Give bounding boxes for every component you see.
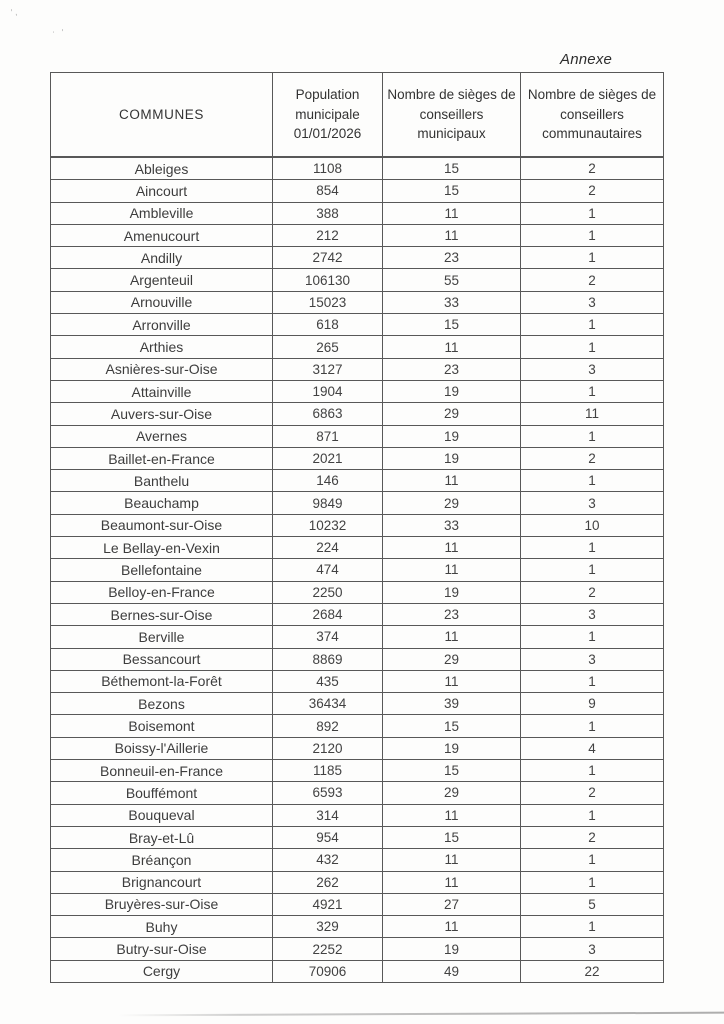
commune-name: Avernes [51,425,273,447]
commune-name: Attainville [51,380,273,402]
commune-name: Baillet-en-France [51,447,273,469]
municipal-seats-value: 11 [383,470,521,492]
population-value: 2742 [273,247,383,269]
table-row [51,603,664,625]
commune-name: Cergy [51,960,273,982]
table-row [51,871,664,893]
population-value: 15023 [273,291,383,313]
community-seats-value: 1 [521,715,664,737]
table-row [51,693,664,715]
annexe-label: Annexe [560,51,613,68]
table-row [51,157,664,180]
municipal-seats-value: 11 [383,670,521,692]
table-row [51,581,664,603]
municipal-seats-value: 19 [383,380,521,402]
table-row [51,715,664,737]
population-value: 10232 [273,514,383,536]
population-value: 892 [273,715,383,737]
commune-name: Beauchamp [51,492,273,514]
population-value: 8869 [273,648,383,670]
commune-name: Beaumont-sur-Oise [51,514,273,536]
population-value: 2021 [273,447,383,469]
table-row [51,626,664,648]
communes-table [50,72,664,983]
population-value: 224 [273,537,383,559]
community-seats-value: 3 [521,938,664,960]
commune-name: Amenucourt [51,224,273,246]
community-seats-value: 10 [521,514,664,536]
municipal-seats-value: 33 [383,514,521,536]
community-seats-value: 1 [521,336,664,358]
community-seats-value: 3 [521,603,664,625]
table-row [51,425,664,447]
population-value: 36434 [273,693,383,715]
population-value: 1185 [273,760,383,782]
table-row [51,849,664,871]
commune-name: Brignancourt [51,871,273,893]
commune-name: Buhy [51,916,273,938]
community-seats-value: 1 [521,470,664,492]
community-seats-value: 2 [521,157,664,180]
table-row [51,403,664,425]
table-row [51,804,664,826]
community-seats-value: 1 [521,247,664,269]
table-row [51,224,664,246]
community-seats-value: 1 [521,804,664,826]
commune-name: Bellefontaine [51,559,273,581]
community-seats-value: 1 [521,849,664,871]
population-value: 3127 [273,358,383,380]
municipal-seats-value: 29 [383,782,521,804]
community-seats-value: 1 [521,760,664,782]
population-value: 2684 [273,603,383,625]
table-body [51,157,664,982]
population-value: 6863 [273,403,383,425]
commune-name: Ambleville [51,202,273,224]
population-value: 329 [273,916,383,938]
table-row [51,380,664,402]
population-value: 265 [273,336,383,358]
table-row [51,314,664,336]
header-row [51,73,664,158]
pencil-mark-2: · ʹ [51,26,66,38]
header-communes: COMMUNES [51,73,273,158]
municipal-seats-value: 49 [383,960,521,982]
table-row [51,247,664,269]
population-value: 9849 [273,492,383,514]
commune-name: Boissy-l'Aillerie [51,737,273,759]
municipal-seats-value: 11 [383,537,521,559]
population-value: 1108 [273,157,383,180]
commune-name: Bouffémont [51,782,273,804]
municipal-seats-value: 15 [383,157,521,180]
municipal-seats-value: 11 [383,849,521,871]
commune-name: Le Bellay-en-Vexin [51,537,273,559]
municipal-seats-value: 15 [383,715,521,737]
commune-name: Berville [51,626,273,648]
community-seats-value: 1 [521,670,664,692]
table-header [51,73,664,158]
municipal-seats-value: 15 [383,760,521,782]
population-value: 262 [273,871,383,893]
municipal-seats-value: 11 [383,804,521,826]
table-row [51,447,664,469]
municipal-seats-value: 29 [383,648,521,670]
population-value: 4921 [273,893,383,915]
commune-name: Bray-et-Lû [51,826,273,848]
scan-artifact-line [118,1012,724,1016]
table-row [51,938,664,960]
commune-name: Auvers-sur-Oise [51,403,273,425]
community-seats-value: 2 [521,269,664,291]
municipal-seats-value: 15 [383,314,521,336]
municipal-seats-value: 19 [383,425,521,447]
community-seats-value: 1 [521,202,664,224]
table-row [51,648,664,670]
community-seats-value: 2 [521,180,664,202]
community-seats-value: 2 [521,782,664,804]
commune-name: Andilly [51,247,273,269]
commune-name: Boisemont [51,715,273,737]
municipal-seats-value: 23 [383,358,521,380]
municipal-seats-value: 19 [383,938,521,960]
community-seats-value: 5 [521,893,664,915]
municipal-seats-value: 11 [383,559,521,581]
commune-name: Bruyères-sur-Oise [51,893,273,915]
community-seats-value: 3 [521,648,664,670]
municipal-seats-value: 55 [383,269,521,291]
municipal-seats-value: 19 [383,447,521,469]
table-row [51,269,664,291]
population-value: 432 [273,849,383,871]
municipal-seats-value: 27 [383,893,521,915]
population-value: 106130 [273,269,383,291]
table-row [51,537,664,559]
table-row [51,358,664,380]
population-value: 6593 [273,782,383,804]
population-value: 618 [273,314,383,336]
municipal-seats-value: 11 [383,224,521,246]
community-seats-value: 11 [521,403,664,425]
population-value: 212 [273,224,383,246]
table-row [51,514,664,536]
commune-name: Béthemont-la-Forêt [51,670,273,692]
commune-name: Butry-sur-Oise [51,938,273,960]
municipal-seats-value: 19 [383,581,521,603]
municipal-seats-value: 15 [383,826,521,848]
table-row [51,180,664,202]
municipal-seats-value: 11 [383,336,521,358]
commune-name: Ableiges [51,157,273,180]
population-value: 854 [273,180,383,202]
community-seats-value: 1 [521,425,664,447]
commune-name: Bréançon [51,849,273,871]
community-seats-value: 1 [521,916,664,938]
commune-name: Aincourt [51,180,273,202]
table-row [51,826,664,848]
table-row [51,893,664,915]
population-value: 1904 [273,380,383,402]
municipal-seats-value: 11 [383,871,521,893]
community-seats-value: 1 [521,871,664,893]
community-seats-value: 22 [521,960,664,982]
community-seats-value: 1 [521,314,664,336]
commune-name: Bernes-sur-Oise [51,603,273,625]
table-row [51,960,664,982]
table-row [51,782,664,804]
commune-name: Argenteuil [51,269,273,291]
commune-name: Bezons [51,693,273,715]
pencil-mark-1: ʹ, [10,6,20,18]
population-value: 474 [273,559,383,581]
community-seats-value: 4 [521,737,664,759]
table-row [51,559,664,581]
community-seats-value: 3 [521,358,664,380]
population-value: 146 [273,470,383,492]
table-row [51,336,664,358]
population-value: 954 [273,826,383,848]
community-seats-value: 1 [521,380,664,402]
commune-name: Bouqueval [51,804,273,826]
municipal-seats-value: 29 [383,403,521,425]
municipal-seats-value: 29 [383,492,521,514]
municipal-seats-value: 33 [383,291,521,313]
population-value: 2120 [273,737,383,759]
municipal-seats-value: 19 [383,737,521,759]
community-seats-value: 3 [521,492,664,514]
commune-name: Bonneuil-en-France [51,760,273,782]
community-seats-value: 1 [521,224,664,246]
commune-name: Asnières-sur-Oise [51,358,273,380]
population-value: 314 [273,804,383,826]
community-seats-value: 3 [521,291,664,313]
population-value: 435 [273,670,383,692]
municipal-seats-value: 39 [383,693,521,715]
commune-name: Arnouville [51,291,273,313]
municipal-seats-value: 15 [383,180,521,202]
table-row [51,202,664,224]
population-value: 388 [273,202,383,224]
community-seats-value: 2 [521,581,664,603]
municipal-seats-value: 11 [383,626,521,648]
population-value: 70906 [273,960,383,982]
population-value: 2250 [273,581,383,603]
table-row [51,737,664,759]
municipal-seats-value: 11 [383,202,521,224]
communes-table-container [50,72,663,983]
commune-name: Belloy-en-France [51,581,273,603]
table-row [51,916,664,938]
community-seats-value: 1 [521,559,664,581]
commune-name: Arronville [51,314,273,336]
community-seats-value: 1 [521,537,664,559]
table-row [51,670,664,692]
municipal-seats-value: 23 [383,247,521,269]
table-row [51,760,664,782]
table-row [51,492,664,514]
community-seats-value: 9 [521,693,664,715]
header-sieges-communautaires: Nombre de sièges de conseillers communautaires [521,73,664,158]
commune-name: Bessancourt [51,648,273,670]
community-seats-value: 2 [521,447,664,469]
population-value: 2252 [273,938,383,960]
population-value: 374 [273,626,383,648]
table-row [51,291,664,313]
community-seats-value: 1 [521,626,664,648]
commune-name: Arthies [51,336,273,358]
header-population: Population municipale 01/01/2026 [273,73,383,158]
municipal-seats-value: 23 [383,603,521,625]
header-sieges-municipaux: Nombre de sièges de conseillers municipaux [383,73,521,158]
municipal-seats-value: 11 [383,916,521,938]
commune-name: Banthelu [51,470,273,492]
community-seats-value: 2 [521,826,664,848]
population-value: 871 [273,425,383,447]
table-row [51,470,664,492]
